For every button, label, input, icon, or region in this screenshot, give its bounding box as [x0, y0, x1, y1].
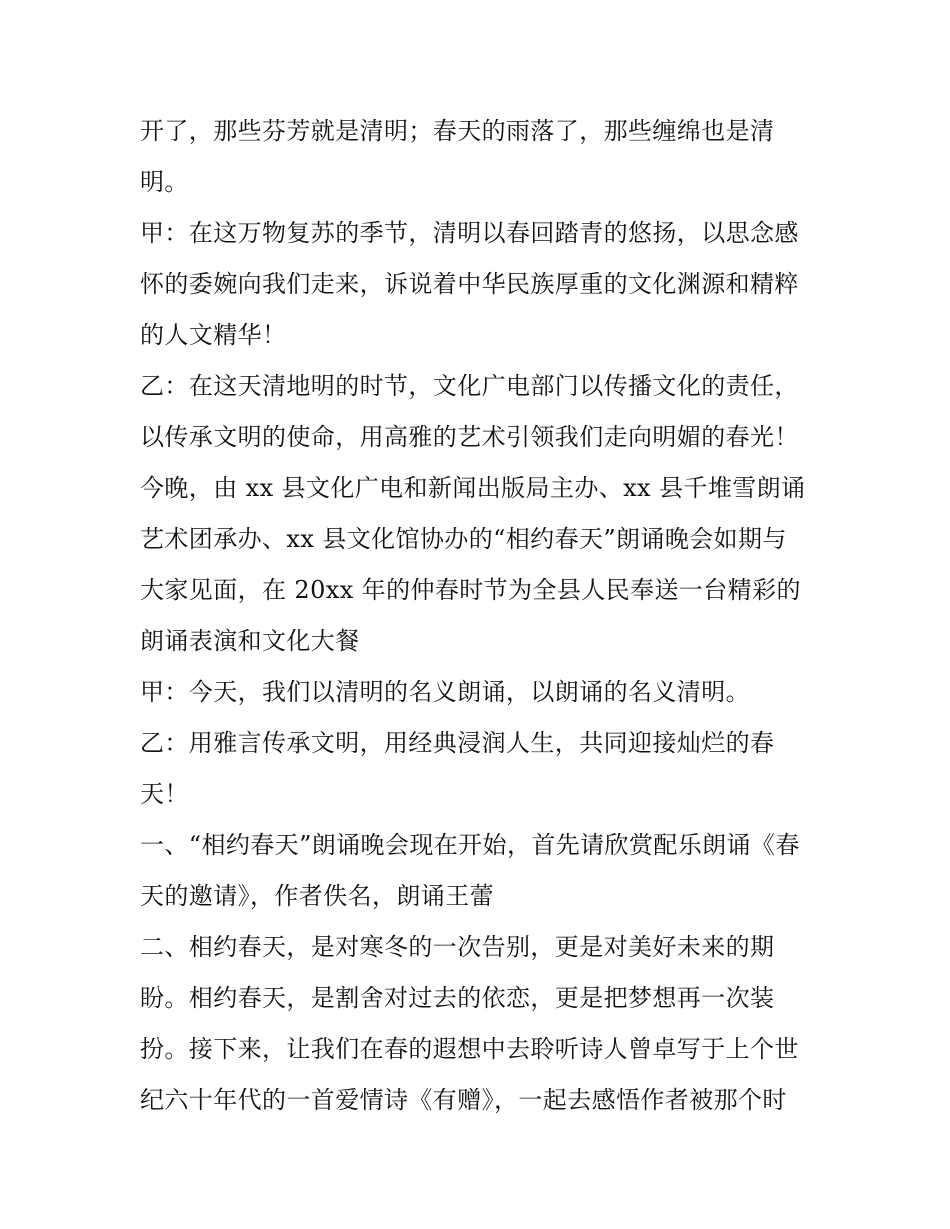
text-line: 大家见面，在 20xx 年的仲春时节为全县人民奉送一台精彩的 — [140, 576, 801, 604]
text-line: 艺术团承办、xx 县文化馆协办的“相约春天”朗诵晚会如期与 — [140, 525, 787, 553]
text-line: 扮。接下来，让我们在春的遐想中去聆听诗人曾卓写于上个世 — [140, 1035, 799, 1063]
text-line: 以传承文明的使命，用高雅的艺术引领我们走向明媚的春光！ — [140, 423, 799, 451]
document-body — [140, 106, 815, 1126]
text-line: 今晚，由 xx 县文化广电和新闻出版局主办、xx 县千堆雪朗诵 — [140, 474, 806, 502]
text-line: 盼。相约春天，是割舍对过去的依恋，更是把梦想再一次装 — [140, 984, 775, 1012]
text-line: 明。 — [140, 168, 189, 196]
text-line: 二、相约春天，是对寒冬的一次告别，更是对美好未来的期 — [140, 933, 775, 961]
text-line: 朗诵表演和文化大餐 — [140, 627, 360, 655]
text-line: 天的邀请》，作者佚名，朗诵王蕾 — [140, 882, 494, 910]
text-line: 纪六十年代的一首爱情诗《有赠》，一起去感悟作者被那个时 — [140, 1086, 787, 1114]
text-line: 的人文精华！ — [140, 321, 287, 349]
text-line: 开了，那些芬芳就是清明；春天的雨落了，那些缠绵也是清 — [140, 117, 775, 145]
text-line: 一、“相约春天”朗诵晚会现在开始，首先请欣赏配乐朗诵《春 — [140, 831, 800, 859]
text-line: 天！ — [140, 780, 189, 808]
text-line: 怀的委婉向我们走来，诉说着中华民族厚重的文化渊源和精粹 — [140, 270, 799, 298]
text-line: 甲：在这万物复苏的季节，清明以春回踏青的悠扬，以思念感 — [140, 219, 799, 247]
text-line: 乙：在这天清地明的时节，文化广电部门以传播文化的责任， — [140, 372, 799, 400]
text-line: 乙：用雅言传承文明，用经典浸润人生，共同迎接灿烂的春 — [140, 729, 775, 757]
text-line: 甲：今天，我们以清明的名义朗诵，以朗诵的名义清明。 — [140, 678, 750, 706]
